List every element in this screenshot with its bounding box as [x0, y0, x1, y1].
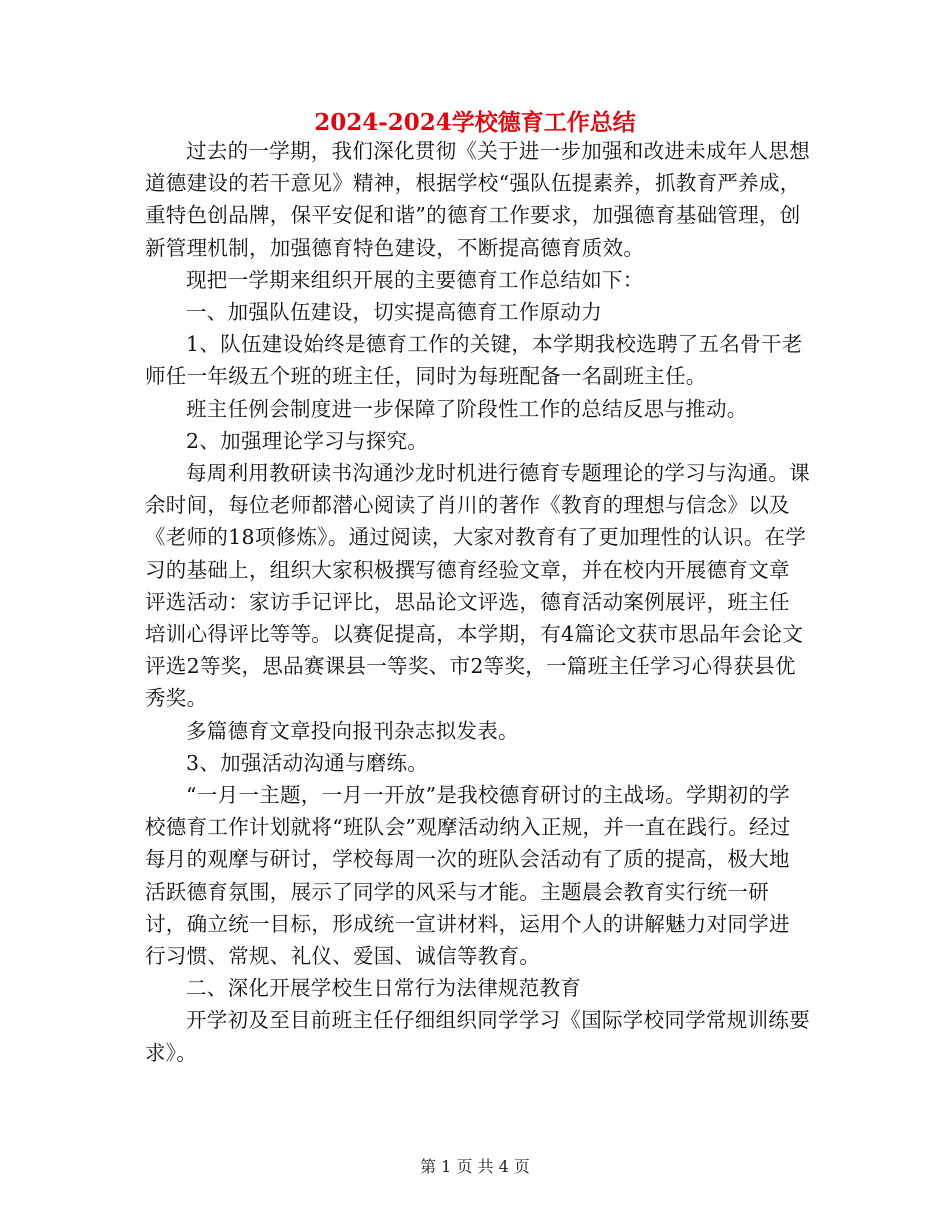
paragraph: “一月一主题，一月一开放”是我校德育研讨的主战场。学期初的学校德育工作计划就将“班队会”观摩活动纳入正规，并一直在践行。经过每月的观摩与研讨，学校每周一次的班队会活动有了质的提高，极大地活跃德育氛围，展示了同学的风采与才能。主题晨会教育实行统一研讨，确立统一目标，形成统一宣讲材料，运用个人的讲解魅力对同学进行习惯、常规、礼仪、爱国、诚信等教育。	[145, 783, 791, 969]
subheading: 3、加强活动沟通与磨练。	[186, 750, 429, 775]
paragraph: 班主任例会制度进一步保障了阶段性工作的总结反思与推动。	[186, 396, 748, 421]
paragraph: 开学初及至目前班主任仔细组织同学学习《国际学校同学常规训练要求》。	[145, 1008, 810, 1065]
document-body	[145, 135, 810, 1069]
paragraph: 多篇德育文章投向报刊杂志拟发表。	[186, 718, 519, 743]
paragraph: 过去的一学期，我们深化贯彻《关于进一步加强和改进未成年人思想道德建设的若干意见》精神，根据学校“强队伍提素养，抓教育严养成，重特色创品牌，保平安促和谐”的德育工作要求，加强德育基础管理，创新管理机制，加强德育特色建设，不断提高德育质效。	[145, 139, 810, 260]
document-title: 2024-2024学校德育工作总结	[314, 109, 636, 136]
section-heading: 二、深化开展学校生日常行为法律规范教育	[186, 976, 582, 1001]
section-heading: 一、加强队伍建设，切实提高德育工作原动力	[186, 300, 602, 325]
paragraph: 1、队伍建设始终是德育工作的关键，本学期我校选聘了五名骨干老师任一年级五个班的班主任，同时为每班配备一名副班主任。	[145, 332, 803, 389]
subheading: 2、加强理论学习与探究。	[186, 428, 429, 453]
paragraph: 每周利用教研读书沟通沙龙时机进行德育专题理论的学习与沟通。课余时间，每位老师都潜心阅读了肖川的著作《教育的理想与信念》以及《老师的18项修炼》。通过阅读，大家对教育有了更加理性的认识。在学习的基础上，组织大家积极撰写德育经验文章，并在校内开展德育文章评选活动：家访手记评比，思品论文评选，德育活动案例展评，班主任培训心得评比等等。以赛促提高，本学期，有4篇论文获市思品年会论文评选2等奖，思品赛课县一等奖、市2等奖，一篇班主任学习心得获县优秀奖。	[145, 461, 810, 711]
paragraph: 现把一学期来组织开展的主要德育工作总结如下：	[186, 267, 644, 292]
page-number-footer: 第 1 页 共 4 页	[420, 1157, 530, 1176]
